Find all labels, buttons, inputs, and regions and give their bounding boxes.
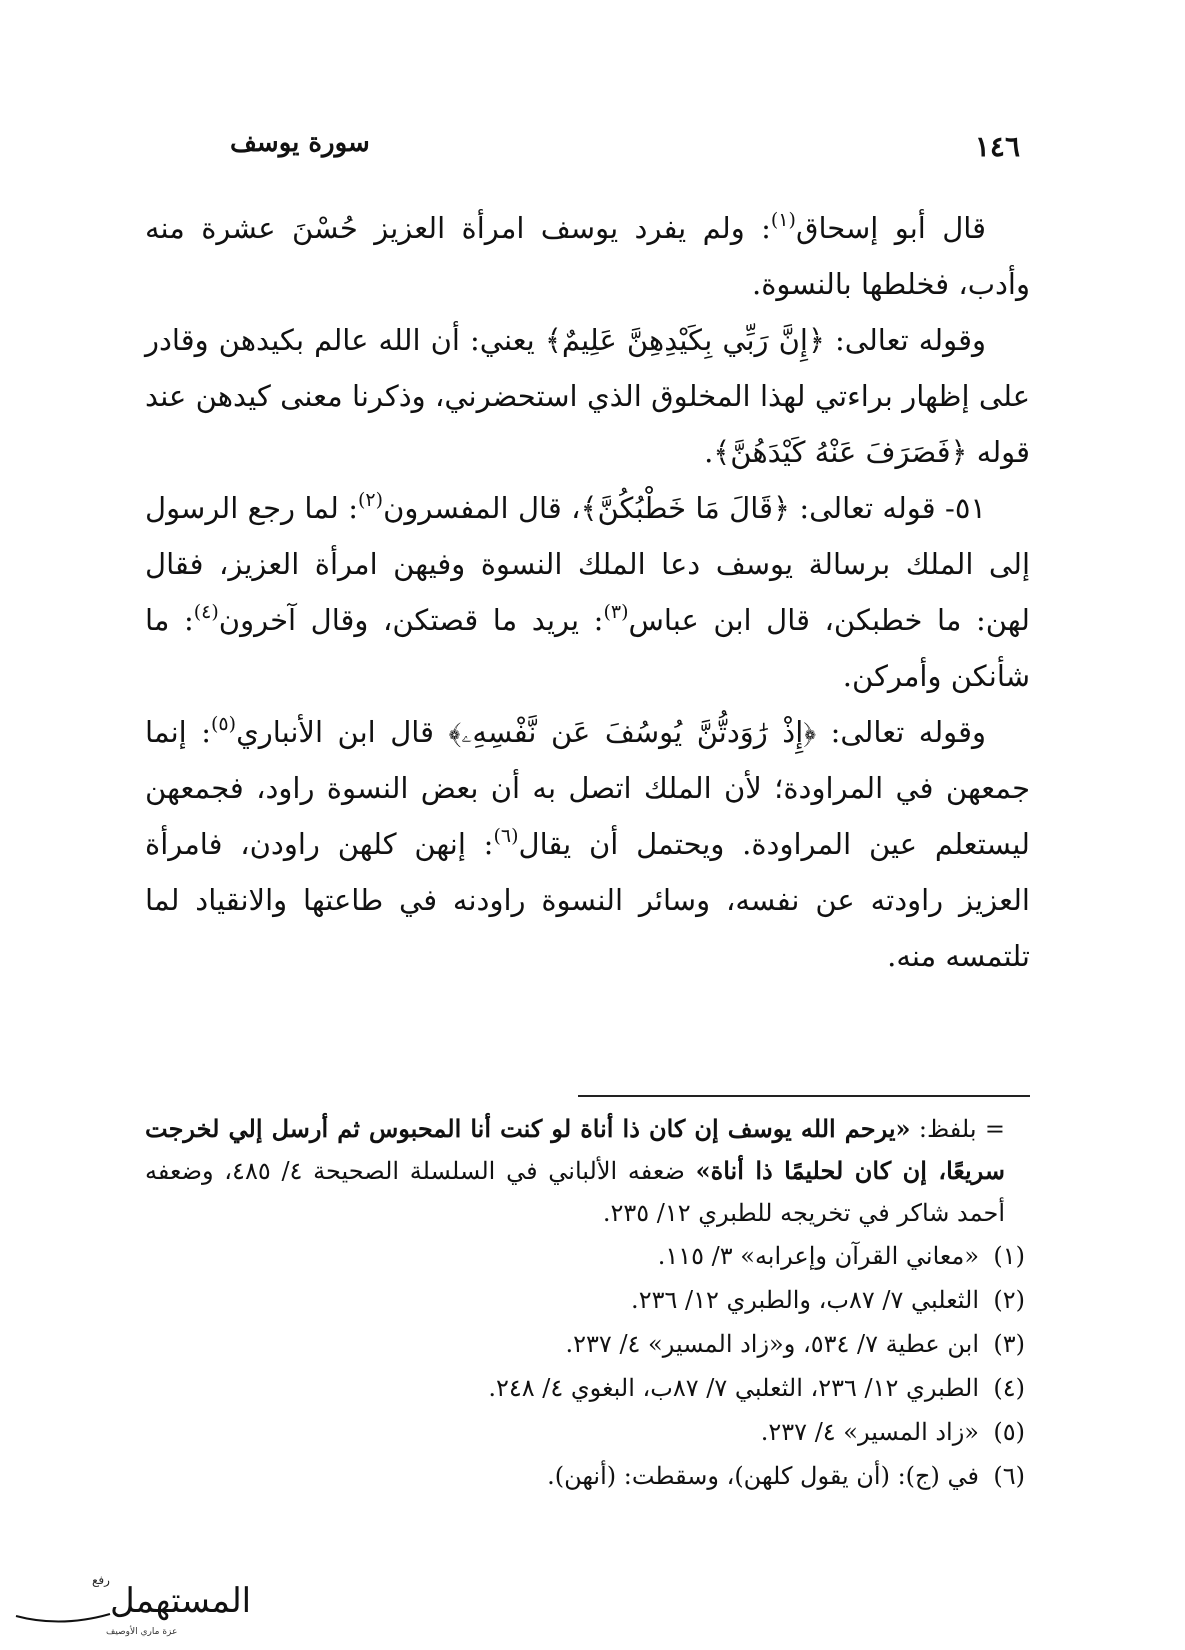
stamp-small-text: رفع bbox=[92, 1573, 110, 1587]
footnote-text: الثعلبي ٧/ ٨٧ب، والطبري ١٢/ ٢٣٦. bbox=[631, 1286, 979, 1314]
footnotes bbox=[145, 1108, 1025, 1498]
footnote-number: (٦) bbox=[993, 1462, 1025, 1490]
footnote-item bbox=[145, 1234, 1025, 1278]
footnote-number: (٢) bbox=[993, 1286, 1025, 1314]
footnote-text: الطبري ١٢/ ٢٣٦، الثعلبي ٧/ ٨٧ب، البغوي ٤/ ٢٤٨. bbox=[488, 1374, 979, 1402]
footnote-text: «معاني القرآن وإعرابه» ٣/ ١١٥. bbox=[657, 1242, 979, 1270]
library-stamp-logo bbox=[6, 1568, 252, 1640]
text-run: . bbox=[704, 435, 714, 469]
text-run: : إنما جمعهن في المراودة؛ لأن الملك اتصل به أن بعض النسوة راود، فجمعهن ليستعلم عين المراودة. ويحتمل أن يقال bbox=[145, 715, 1030, 861]
text-run: وقوله تعالى: bbox=[824, 323, 986, 357]
text-run: : ولم يفرد يوسف امرأة العزيز حُسْنَ عشرة منه وأدب، فخلطها بالنسوة. bbox=[145, 211, 1030, 301]
paragraph-1 bbox=[145, 200, 1030, 312]
quran-verse: ﴿فَصَرَفَ عَنْهُ كَيْدَهُنَّ﴾ bbox=[713, 435, 968, 469]
quran-verse: ﴿إِذْ رَٰوَدتُّنَّ يُوسُفَ عَن نَّفْسِهِۦ﴾ bbox=[448, 715, 817, 749]
text-run: قال أبو إسحاق bbox=[795, 211, 986, 245]
text-run: وقوله تعالى: bbox=[816, 715, 986, 749]
text-run: : يريد ما قصتكن، وقال آخرون bbox=[218, 603, 604, 637]
text-run: قال ابن الأنباري bbox=[236, 715, 449, 749]
footnote-ref-6[interactable]: (٦) bbox=[493, 825, 519, 847]
paragraph-3 bbox=[145, 480, 1030, 704]
footnote-text: في (ج): (أن يقول كلهن)، وسقطت: (أنهن). bbox=[547, 1462, 979, 1490]
page-number: ١٤٦ bbox=[974, 130, 1020, 163]
stamp-main-text: المستهمل bbox=[110, 1581, 252, 1621]
footnote-number: (٥) bbox=[993, 1418, 1025, 1446]
footnote-continuation bbox=[145, 1108, 1025, 1234]
footnote-number: (١) bbox=[993, 1242, 1025, 1270]
hadith-quote: «يرحم الله يوسف إن كان ذا أناة لو كنت أنا المحبوس ثم أرسل إلي لخرجت سريعًا، إن كان لحليمًا ذا أناة» bbox=[145, 1114, 1006, 1185]
stamp-sub-text: عزة ماري الأوصيف bbox=[106, 1627, 178, 1637]
page-header bbox=[230, 120, 1020, 180]
footnote-ref-3[interactable]: (٣) bbox=[603, 601, 629, 623]
text-run: ٥١- قوله تعالى: bbox=[789, 491, 986, 525]
footnote-text: ابن عطية ٧/ ٥٣٤، و«زاد المسير» ٤/ ٢٣٧. bbox=[565, 1330, 979, 1358]
main-text bbox=[145, 200, 1030, 984]
footnote-number: (٤) bbox=[993, 1374, 1025, 1402]
text-run: : لما رجع الرسول إلى الملك برسالة يوسف دعا الملك النسوة وفيهن امرأة العزيز، فقال لهن: ما خطبكن، قال ابن عباس bbox=[145, 491, 1030, 637]
quran-verse: ﴿إِنَّ رَبِّي بِكَيْدِهِنَّ عَلِيمٌ﴾ bbox=[544, 323, 825, 357]
text-run: ضعفه الألباني في السلسلة الصحيحة ٤/ ٤٨٥، وضعفه أحمد شاكر في تخريجه للطبري ١٢/ ٢٣٥. bbox=[145, 1157, 1005, 1227]
footnote-number: (٣) bbox=[993, 1330, 1025, 1358]
footnote-item bbox=[145, 1410, 1025, 1454]
text-run: : ما شأنكن وأمركن. bbox=[145, 603, 1030, 693]
paragraph-4 bbox=[145, 704, 1030, 984]
footnote-ref-4[interactable]: (٤) bbox=[193, 601, 219, 623]
surah-title: سورة يوسف bbox=[230, 128, 370, 158]
stamp-swash bbox=[16, 1614, 110, 1622]
footnote-ref-2[interactable]: (٢) bbox=[358, 489, 384, 511]
footnote-item bbox=[145, 1454, 1025, 1498]
text-run: يعني: أن الله عالم بكيدهن وقادر على إظهار براءتي لهذا المخلوق الذي استحضرني، وذكرنا معنى كيدهن عند قوله bbox=[145, 323, 1030, 469]
text-run: ، قال المفسرون bbox=[383, 491, 581, 525]
footnote-item bbox=[145, 1366, 1025, 1410]
paragraph-2 bbox=[145, 312, 1030, 480]
footnote-item bbox=[145, 1278, 1025, 1322]
text-run: : إنهن كلهن راودن، فامرأة العزيز راودته عن نفسه، وسائر النسوة راودنه في طاعتها والانقياد لما تلتمسه منه. bbox=[145, 827, 1030, 973]
footnote-item bbox=[145, 1322, 1025, 1366]
footnote-ref-1[interactable]: (١) bbox=[770, 209, 796, 231]
quran-verse: ﴿قَالَ مَا خَطْبُكُنَّ﴾ bbox=[580, 491, 790, 525]
footnote-separator bbox=[578, 1095, 1030, 1097]
footnote-text: «زاد المسير» ٤/ ٢٣٧. bbox=[760, 1418, 979, 1446]
text-run: = بلفظ: bbox=[910, 1115, 1006, 1143]
footnote-ref-5[interactable]: (٥) bbox=[211, 713, 237, 735]
